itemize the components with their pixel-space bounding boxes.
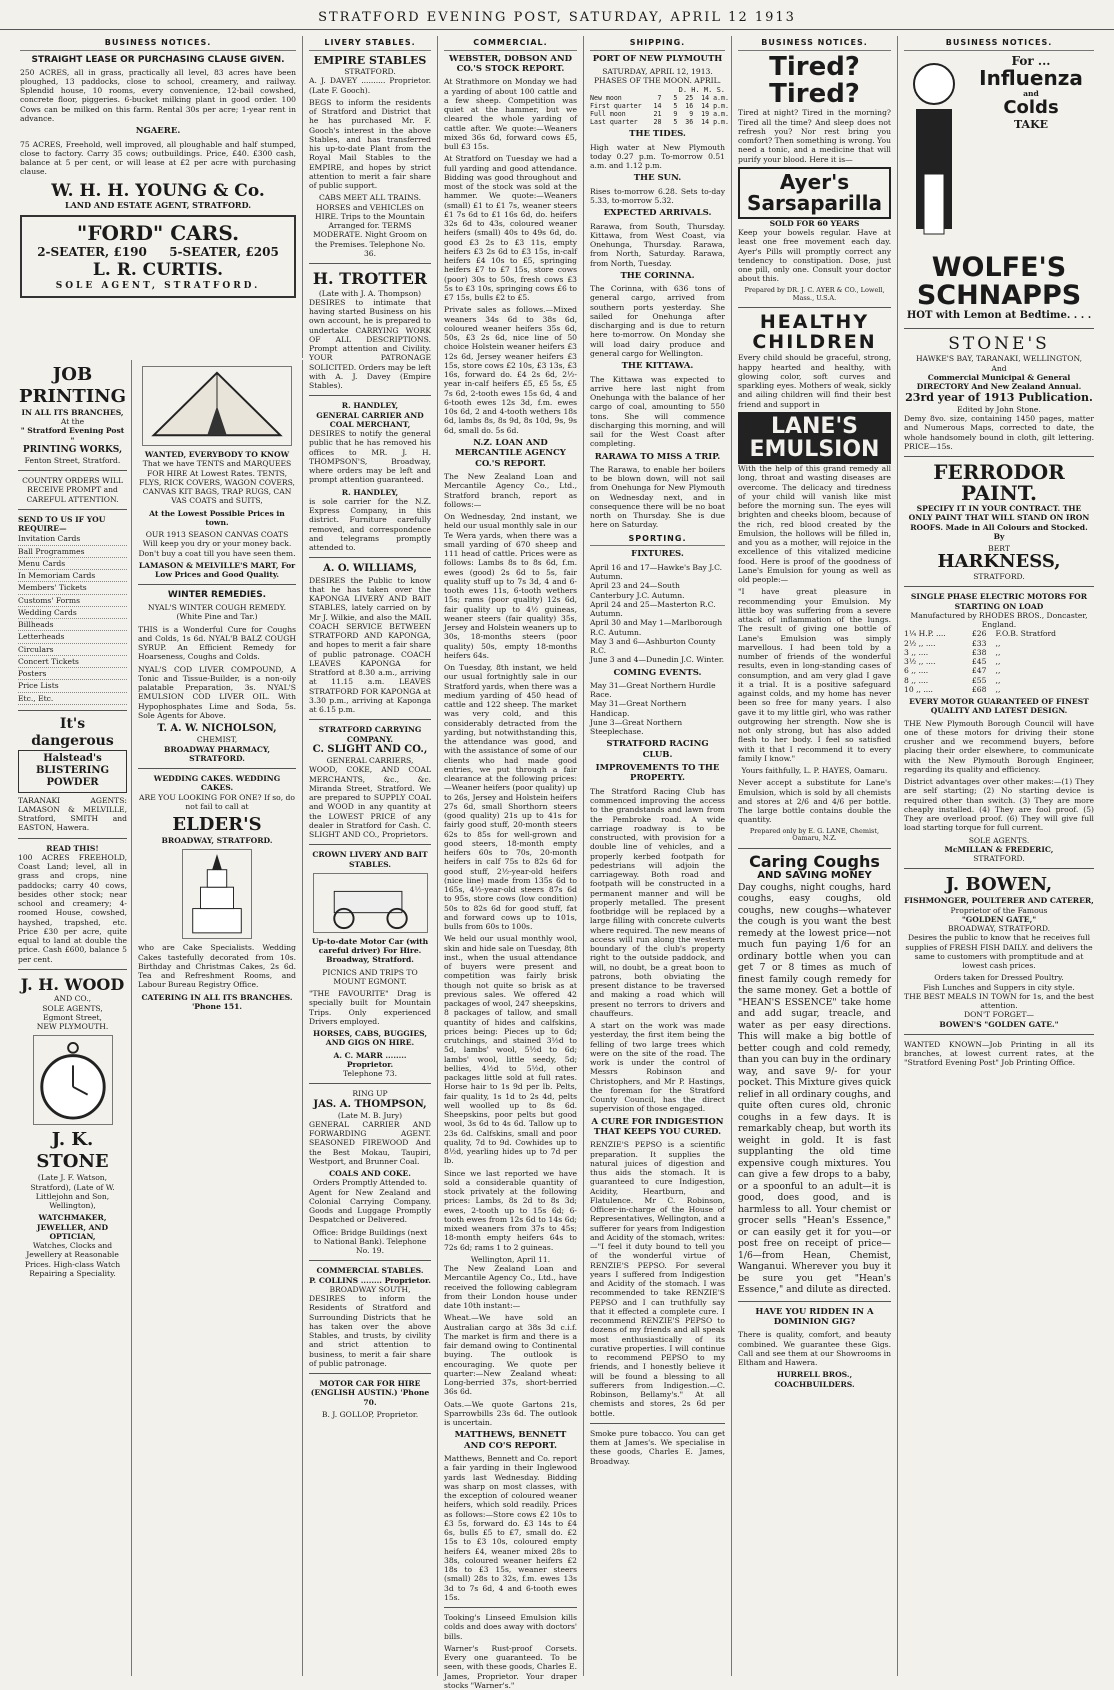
motor-terms: ,, bbox=[995, 666, 1001, 676]
healthy-text: Every child should be graceful, strong, happy hearted and healthy, with glowing color, soft curves and sparkling eyes. Mothers of weak, sickly and ailing children will find their best friend and support in bbox=[738, 353, 891, 409]
ayers-prep: Prepared by DR. J. C. AYER & CO., Lowell, Mass., U.S.A. bbox=[744, 285, 885, 302]
ngaere-heading: NGAERE. bbox=[135, 126, 181, 137]
stone-sub: HAWKE'S BAY, TARANAKI, WELLINGTON, bbox=[915, 354, 1083, 364]
wedding-heading: WEDDING CAKES. WEDDING CAKES. bbox=[153, 774, 281, 793]
commercial-p10: Wheat.—We have sold an Australian cargo at 38s 3d c.i.f. The market is firm and there is a fair demand owing to Continental buying. The outlook is encouraging. We quote per quarter:—New Zealand wheat: Long-berried 37s, short-berried 36s 6d. bbox=[444, 1313, 577, 1397]
collins-text: DESIRES to inform the Residents of Stratford and Surrounding Districts that he has taken over the above Stables, and trusts, by civility and strict attention to business, to merit a fair share of public patronage. bbox=[309, 1294, 431, 1368]
job-line-3: IN ALL ITS BRANCHES, bbox=[21, 407, 124, 417]
motor-hire: Up-to-date Motor Car (with careful driver) For Hire. Broadway, Stratford. bbox=[311, 936, 429, 965]
motor-terms: ,, bbox=[995, 638, 1001, 648]
commercial-p5: On Wednesday, 2nd instant, we held our usual monthly sale in our Te Wera yards, when there was a small yarding of 670 sheep and 111 head of cattle. Prices were as follows: Lambs 8s to 8s 6d, f.m. ewes (good) 2s 6d to 5s, fair quality stuff up to 7s 3d, 4 and 6-tooth ewes 11s, 6-tooth wethers 15s; rams (poor quality) 12s 6d, fair quality up to 4½ guineas, weaner steers (fair quality) 35s, Jersey and Holstein weaners up to 30s, 18-months steers (poor quality) 50s, empty 18-months heifers 64s. bbox=[444, 512, 577, 660]
orders-label: Orders Promptly Attended to. bbox=[312, 1178, 428, 1188]
hurrell-name: HURRELL BROS., bbox=[776, 1370, 853, 1380]
elder-text: who are Cake Specialists. Wedding Cakes tastefully decorated from 10s. Birthday and Christmas Cakes, 2s 6d. Tea and Refreshment Rooms, and Labour Bureau Registry Office. bbox=[138, 943, 296, 990]
tides-heading: THE TIDES. bbox=[629, 129, 686, 140]
thompson-sub: (Late M. B. Jury) bbox=[337, 1110, 403, 1120]
ford-agent: L. R. CURTIS. bbox=[92, 260, 224, 281]
moon-row: First quarter 14 5 16 14 p.m. bbox=[590, 102, 729, 111]
ford-title: "FORD" CARS. bbox=[76, 221, 240, 246]
nyal-2: THIS is a Wonderful Cure for Coughs and Colds, 1s 6d. NYAL'B BALZ COUGH SYRUP. An Efficient Remedy for Hoarseness, Coughs and Colds. bbox=[138, 624, 296, 662]
list-item: In Memoriam Cards bbox=[18, 570, 127, 582]
wood-name: J. H. WOOD bbox=[20, 974, 125, 994]
collins-name: P. COLLINS ........ Proprietor. bbox=[309, 1275, 431, 1285]
wood-sub: AND CO., bbox=[53, 994, 92, 1004]
handley-sub: GENERAL CARRIER AND COAL MERCHANT, bbox=[316, 410, 424, 429]
motor-price: £26 bbox=[971, 629, 987, 639]
ring-up: RING UP bbox=[352, 1089, 388, 1099]
column-ads-remedies bbox=[732, 36, 898, 1676]
table-row bbox=[904, 629, 1094, 638]
thompson-name: JAS. A. THOMPSON, bbox=[313, 1098, 427, 1110]
column-commercial bbox=[438, 36, 584, 1690]
for-label: For ... bbox=[1011, 53, 1051, 68]
fixture-item: April 16 and 17—Hawke's Bay J.C. Autumn. bbox=[590, 562, 723, 582]
job-line-4: At the bbox=[60, 417, 85, 427]
column-shipping bbox=[584, 36, 732, 1676]
bowen-trade: FISHMONGER, POULTERER AND CATERER, bbox=[904, 896, 1094, 906]
lanes-title: LANE'S EMULSION bbox=[738, 412, 891, 464]
pocket-watch-icon bbox=[33, 1035, 113, 1125]
ngaere-text: 75 ACRES, Freehold, well improved, all ploughable and half stumped, close to factory. Carry 35 cows; outbuildings. Price, £40. £300 cash, balance at 5 per cent, or will lease at £2 per acre with purchasing clause. bbox=[20, 139, 296, 177]
moon-table bbox=[590, 94, 729, 127]
dangerous-heading: It's dangerous bbox=[31, 715, 114, 749]
caring-heading: Caring Coughs bbox=[749, 852, 880, 872]
tents-text: That we have TENTS and MARQUEES FOR HIRE At Lowest Rates. TENTS, FLYS, RICK COVERS, WAGON COVERS, CANVAS KIT BAGS, TRAP RUGS, CAN VAS COATS and SUITS, bbox=[139, 459, 295, 506]
empire-town: STRATFORD. bbox=[344, 67, 396, 77]
motor-hp: 1¼ H.P. .... bbox=[904, 629, 946, 639]
moon-row: Last quarter 28 5 36 14 p.m. bbox=[590, 118, 729, 127]
edited-by: Edited by John Stone. bbox=[957, 404, 1041, 414]
wood-town: NEW PLYMOUTH. bbox=[36, 1022, 109, 1032]
motor-price: £68 bbox=[971, 684, 987, 694]
stone-and: And bbox=[991, 363, 1007, 373]
improve-text: The Stratford Racing Club has commenced improving the access to the grandstands and lawn from the Pembroke road. A wide carriage roadway is to be constructed, with provision for a double line of vehicles, and a properly kerbed footpath for pedestrians will adjoin the carriageway. Both road and footpath will be constructed in a permanent manner and will be properly metalled. The present footbridge will be replaced by a large filling with concrete culverts where required. The new means of access will run along the western boundary of the club's property right to the outside paddock, and will, no doubt, be a great boon to patrons, both obviating the present distance to be traversed and making a road which will present no terrors to drivers and chauffeurs. bbox=[590, 786, 725, 1018]
smoke-text: Smoke pure tobacco. You can get them at James's. We specialise in these goods, Charles E. James, Broadway. bbox=[590, 1428, 725, 1466]
picnics: PICNICS AND TRIPS TO MOUNT EGMONT. bbox=[322, 967, 418, 986]
lanes-accept: Never accept a substitute for Lane's Emulsion, which is sold by all chemists and stores at 2/6 and 4/6 per bottle. The large bottle contains double the quantity. bbox=[738, 778, 891, 825]
office-text: Office: Bridge Buildings (next to National Bank). Telephone No. 19. bbox=[312, 1227, 428, 1256]
tired-heading: Tired? Tired? bbox=[769, 51, 860, 110]
sun-heading: THE SUN. bbox=[633, 173, 682, 184]
list-item: Etc., Etc. bbox=[18, 693, 127, 705]
lowest-text: At the Lowest Possible Prices in town. bbox=[149, 508, 285, 527]
column-job-printing bbox=[14, 360, 132, 1676]
directory-year: 23rd year of 1913 Publication. bbox=[905, 391, 1093, 405]
motor-hp: 6 ,, .... bbox=[904, 666, 929, 676]
empire-title: EMPIRE STABLES bbox=[313, 53, 427, 67]
motor-price: £47 bbox=[971, 666, 987, 676]
coachbuilders: COACHBUILDERS. bbox=[774, 1379, 855, 1389]
influenza-label: Influenza bbox=[979, 66, 1083, 91]
halstead-ad: Halstead's BLISTERING POWDER bbox=[18, 750, 127, 793]
motor-hp: 3½ ,, .... bbox=[904, 657, 936, 667]
wellington-date: Wellington, April 11. bbox=[470, 1254, 551, 1264]
tides-text: High water at New Plymouth today 0.27 p.m. To-morrow 0.51 a.m. and 1.12 p.m. bbox=[590, 142, 725, 171]
single-phase: SINGLE PHASE ELECTRIC MOTORS FOR STARTING ON LOAD bbox=[910, 592, 1088, 611]
coming-item: May 31—Great Northern Hurdle Race. bbox=[590, 680, 716, 700]
ayers-sold: SOLD FOR 60 YEARS bbox=[769, 218, 860, 228]
nicholson-name: T. A. W. NICHOLSON, bbox=[157, 723, 277, 735]
motor-terms: ,, bbox=[995, 684, 1001, 694]
bowen-broadway: BROADWAY, STRATFORD. bbox=[947, 924, 1051, 934]
collins-address: BROADWAY SOUTH, bbox=[329, 1284, 411, 1294]
matthews-heading: MATTHEWS, BENNETT AND CO'S REPORT. bbox=[454, 1430, 567, 1451]
stone-directory-title: STONE'S bbox=[948, 333, 1050, 354]
tent-illustration-icon bbox=[142, 366, 292, 446]
masthead: STRATFORD EVENING POST, SATURDAY, APRIL 12 1913 bbox=[0, 0, 1114, 30]
fixture-item: May 3 and 6—Ashburton County R.C. bbox=[590, 636, 716, 656]
thompson-text: GENERAL CARRIER AND FORWARDING AGENT. SEASONED FIREWOOD And the Best Mokau, Taupiri, Westport, and Brunner Coal. bbox=[309, 1119, 431, 1166]
caring-text: Day coughs, night coughs, hard coughs, easy coughs, old coughs, new coughs—whatever the cough is you want the best remedy at the lowest price—not much fun paying 1/6 for an ordinary bottle when you can get 7 or 8 times as much of finest family cough remedy for the same money. Get a bottle of "HEAN'S ESSENCE" take home and add sugar, treacle, and water as per easy directions. This will make a big bottle of better cough and cold remedy, than you can buy in the ordinary way, and save 9/- for your pocket. This Mixture gives quick relief in all ordinary coughs, and quite often cures old, chronic coughs in a few days. It is remarkably cheap, but worth its weight in gold. It is fast supplanting the old time expensive cough mixtures. You can give a few drops to a baby, or a spoonful to an adult—it is good, does good, and is harmless to all. Your chemist or grocer sells "Hean's Essence," or can easily get it for you—or post free on receipt of price—1/6—from Hean, Chemist, Wanganui. Wherever you buy it be sure you get "Hean's Essence," and dilute as directed. bbox=[738, 881, 891, 1296]
commercial-stables: COMMERCIAL STABLES. bbox=[316, 1266, 424, 1276]
list-item: Billheads bbox=[18, 619, 127, 631]
read-this: READ THIS! bbox=[46, 843, 99, 853]
job-heading-2: PRINTING bbox=[18, 385, 126, 407]
commercial-p2: At Stratford on Tuesday we had a full yarding and good attendance. Bidding was good throughout and most of the stock was sold at the hammer. We quote:—Weaners (small) £1 to £1 7s, weaner steers £1 7s 6d to £1 16s 6d, do. heifers 32s 6d to 43s, coloured weaner heifers (small) 40s to 49s 6d, do. good £3 2s to £3 11s, empty heifers £3 2s 6d to £3 15s, in-calf heifers £4 10s to £5, springing heifers £7 to £7 15s, store cows (poor) 30s to 50s, fresh cows £3 5s to £3 10s, springing cows £6 to £7 15s, bulls £2 to £5. bbox=[444, 154, 577, 303]
demy-text: Demy 8vo. size, containing 1450 pages, matter and Numerous Maps, corrected to date, the whole handsomely bound in cloth, gilt lettering. PRICE—15s. bbox=[904, 414, 1094, 451]
expected-heading: EXPECTED ARRIVALS. bbox=[603, 208, 712, 219]
handley-text: DESIRES to notify the general public that he has removed his offices to MR. J. H. THOMPSON'S, Broadway, where orders may be left and prompt attention guaranteed. bbox=[309, 429, 431, 485]
stone-trade: WATCHMAKER, JEWELLER, AND OPTICIAN, bbox=[36, 1213, 109, 1241]
wanted-heading: WANTED, EVERYBODY TO KNOW bbox=[144, 450, 290, 459]
ford-2-seater: 2-SEATER, £190 bbox=[37, 245, 147, 260]
nyal-1: NYAL'S WINTER COUGH REMEDY. (White Pine and Tar.) bbox=[147, 603, 287, 622]
cabs-text: CABS MEET ALL TRAINS. HORSES and VEHICLES on HIRE. Trips to the Mountain Arranged for. TERMS MODERATE. Night Groom on the Premises. Telephone No. 36. bbox=[312, 193, 428, 258]
job-line-5: " Stratford Evening Post " bbox=[20, 426, 125, 445]
colds-label: Colds bbox=[1003, 96, 1059, 118]
section-heading: SHIPPING. bbox=[590, 38, 725, 51]
williams-name: A. O. WILLIAMS, bbox=[323, 563, 417, 575]
davey-text: BEGS to inform the residents of Stratford and District that he has purchased Mr. F. Gooch's interest in the above Stables, and has transferred his up-to-date Plant from the Royal Mail Stables to the EMPIRE, and hopes by strict attention to merit a fair share of public support. bbox=[309, 97, 431, 191]
stone-sub: (Late J. F. Watson, Stratford), (Late of W. Littlejohn and Son, Wellington), bbox=[30, 1173, 115, 1211]
coming-item: May 31—Great Northern Handicap. bbox=[590, 699, 687, 718]
column-tents-remedies bbox=[132, 360, 303, 1676]
slight-name: C. SLIGHT AND CO., bbox=[312, 743, 428, 755]
saving-heading: AND SAVING MONEY bbox=[757, 870, 872, 882]
rarawa-text: The Rarawa, to enable her boilers to be blown down, will not sail from Onehunga for New Plymouth on Wednesday next, and in consequence there will be no boat north on Thursday. She is due here on Saturday. bbox=[590, 464, 725, 530]
poultry-text: Orders taken for Dressed Poultry. bbox=[934, 973, 1064, 983]
cure-text: RENZIE'S PEPSO is a scientific preparation. It supplies the natural juices of digestion and thus aids the stomach. It is guaranteed to cure Indigestion, Acidity, Heartburn, and Flatulence. Mr C. Robinson, Officer-in-charge of the House of Representatives, Wellington, and a sufferer for years from Indigestion and Acidity of the stomach, writes:—"I feel it duty bound to tell you of the wonderful virtue of RENZIE'S PEPSO. For several years I suffered from Indigestion and Acidity of the stomach. I was recommended to take RENZIE'S PEPSO and I can truthfully say that it effected a complete cure. I recommend RENZIE'S PEPSO to dozens of my friends and all speak most enthusiastically of its curative properties. I will continue to recommend PEPSO to my friends, and I honestly believe it will be found a blessing to all sufferers from Indigestion.—C. Robinson, Bellamy's." At all chemists and stores, 2s 6d per bottle. bbox=[590, 1140, 725, 1418]
tired-text: Tired at night? Tired in the morning? Tired all the time? And sleep does not refresh you? Nor rest bring you comfort? Then something is wrong. You need a tonic, and a medicine that will purify your blood. Here it is— bbox=[738, 108, 891, 164]
motor-terms: F.O.B. Stratford bbox=[995, 629, 1056, 639]
commercial-p8: Since we last reported we have sold a considerable quantity of stock privately at the following prices: Lambs, 8s 2d to 8s 3d; ewes, 2-tooth up to 15s 6d; 6-tooth ewes from 12s 6d to 14s 6d; mixed weaners from 37s to 45s; 18-month empty heifers 64s to 72s 6d; rams 1 to 2 guineas. bbox=[444, 1168, 577, 1252]
suppers-text: Fish Lunches and Suppers in city style. bbox=[923, 982, 1075, 992]
section-heading: BUSINESS NOTICES. bbox=[904, 38, 1094, 51]
ferrodor-title: FERRODOR PAINT. bbox=[933, 460, 1065, 506]
advantages-text: District advantages over other makes:—(1) They are self starting; (2) No starting device is required other than switch. (3) They are more cheaply installed. (4) They are fool proof. (5) They are overload proof. (6) They will give full load starting torque for full current. bbox=[904, 777, 1094, 833]
cake-question: ARE YOU LOOKING FOR ONE? If so, do not fail to call at bbox=[139, 792, 295, 811]
catering: CATERING IN ALL ITS BRANCHES. 'Phone 151. bbox=[141, 992, 293, 1011]
wood-sole: SOLE AGENTS, bbox=[42, 1003, 103, 1013]
coming-item: June 3—Great Northern Steeplechase. bbox=[590, 717, 683, 737]
lamason-mart: LAMASON & MELVILLE'S MART, For Low Prices and Good Quality. bbox=[138, 560, 296, 579]
ford-5-seater: 5-SEATER, £205 bbox=[169, 245, 279, 260]
season-text: OUR 1913 SEASON CANVAS COATS Will keep you dry or your money back. Don't buy a coat till you have seen them. bbox=[138, 530, 296, 558]
column-livery-stables bbox=[303, 36, 438, 1676]
nzloan-heading: N.Z. LOAN AND MERCANTILE AGENCY CO.'S REPORT. bbox=[455, 437, 566, 469]
harkness-name: HARKNESS, bbox=[937, 551, 1061, 573]
ayers-title: Ayer's Sarsaparilla bbox=[738, 167, 891, 219]
bowen-text: Desires the public to know that he receives full supplies of FRESH FISH DAILY. and delivers the same to customers with promptitude and at lowest cash prices. bbox=[905, 933, 1093, 971]
table-row bbox=[904, 666, 1094, 675]
coals-coke: COALS AND COKE. bbox=[329, 1169, 411, 1179]
marr-name: A. C. MARR ........ Proprietor. bbox=[333, 1050, 407, 1069]
trotter-text: DESIRES to intimate that having started Business on his own account, he is prepared to undertake CARRYING WORK OF ALL DESCRIPTIONS. Prompt attention and Civility. YOUR PATRONAGE SOLICITED. Orders may be left with A. J. Davey (Empire Stables). bbox=[309, 297, 431, 391]
list-item: Ball Programmes bbox=[18, 546, 127, 558]
davey: A. J. DAVEY .......... Proprietor. (Late F. Gooch). bbox=[309, 76, 431, 95]
dominion-text: There is quality, comfort, and beauty combined. We guarantee these Gigs. Call and see them at our Showrooms in Eltham and Hawera. bbox=[738, 1330, 891, 1368]
list-item: Price Lists bbox=[18, 680, 127, 692]
fixture-item: April 30 and May 1—Marlborough R.C. Autumn. bbox=[590, 618, 723, 637]
job-list bbox=[18, 533, 127, 705]
directory-text: Commercial Municipal & General DIRECTORY And New Zealand Annual. bbox=[916, 372, 1082, 392]
phases-heading: PHASES OF THE MOON. APRIL. bbox=[593, 76, 722, 86]
list-item: Posters bbox=[18, 668, 127, 680]
job-line-7: Fenton Street, Stratford. bbox=[24, 455, 121, 465]
table-row bbox=[904, 657, 1094, 666]
bowen-name: J. BOWEN, bbox=[945, 874, 1053, 896]
list-item: Invitation Cards bbox=[18, 533, 127, 545]
job-line-6: PRINTING WORKS, bbox=[22, 444, 123, 455]
agent-name: W. H. H. YOUNG & Co. bbox=[51, 180, 265, 201]
winter-heading: WINTER REMEDIES. bbox=[167, 590, 267, 601]
marr-tel: Telephone 73. bbox=[342, 1069, 398, 1079]
commercial-p1: At Strathmore on Monday we had a yarding of about 100 cattle and a few sheep. Competition was quiet at the hammer, but we cleared the whole yarding of cattle after. We quote:—Weaners mixed 36s 6d, forward cows £5, bull £3 15s. bbox=[444, 77, 577, 152]
commercial-p12: Matthews, Bennett and Co. report a fair yarding in their Inglewood yards last Wednesday. Bidding was sharp on most classes, with the exception of coloured weaner heifers, which sold readily. Prices as follows:—Store cows £2 10s to £3 5s, forward do. £3 14s to £4 6s, bulls £5 to £7, small do. £2 15s to £3 10s, coloured empty heifers £4, weaner mixed 28s to 38s, coloured weaner heifers £2 18s to £3 15s, weaner steers (small) 28s to 32s, f.m. ewes 13s 3d to 7s 6d, 4 and 6-tooth ewes 15s. bbox=[444, 1454, 577, 1602]
section-heading: BUSINESS NOTICES. bbox=[20, 38, 296, 51]
table-row bbox=[904, 648, 1094, 657]
nyal-3: NYAL'S COD LIVER COMPOUND, A Tonic and Tissue-Builder, is a non-oily palatable Preparation, 3s. NYAL'S EMULSION COD LIVER OIL. With Hypophosphates Lime and Soda, 5s. Sole Agents for Above. bbox=[138, 664, 296, 720]
fixture-item: April 23 and 24—South Canterbury J.C. Autumn. bbox=[590, 581, 685, 600]
column-business-notices-2 bbox=[898, 36, 1100, 1676]
ford-sole: SOLE AGENT, STRATFORD. bbox=[55, 280, 261, 291]
motor-price-table bbox=[904, 629, 1094, 694]
fixtures-heading: FIXTURES. bbox=[631, 549, 684, 560]
hot-lemon: HOT with Lemon at Bedtime. . . . bbox=[906, 310, 1092, 322]
moon-row: New moon 7 5 25 14 a.m. bbox=[590, 94, 729, 103]
motor-terms: ,, bbox=[995, 675, 1001, 685]
taranaki-agents: TARANAKI AGENTS: LAMASON & MELVILLE, Stratford, SMITH and EASTON, Hawera. bbox=[18, 795, 127, 833]
moon-header: D. H. M. S. bbox=[678, 85, 725, 94]
arrivals-text: Rarawa, from South, Thursday. Kittawa, from West Coast, via Onehunga, Thursday. Rarawa, from North, Saturday. Rarawa, from North, Tuesday. bbox=[590, 221, 725, 268]
sporting-heading: SPORTING. bbox=[590, 534, 725, 547]
fixture-item: April 24 and 25—Masterton R.C. Autumn. bbox=[590, 599, 716, 619]
improve-heading: IMPROVEMENTS TO THE PROPERTY. bbox=[595, 763, 720, 784]
job-heading-1: JOB bbox=[52, 364, 93, 385]
rhodes-text: Manufactured by RHODES BROS., Doncaster, England. bbox=[910, 610, 1088, 630]
section-heading: COMMERCIAL. bbox=[444, 38, 577, 51]
job-line-8: COUNTRY ORDERS WILL RECEIVE PROMPT and CAREFUL ATTENTION. bbox=[22, 476, 123, 504]
section-heading: LIVERY STABLES. bbox=[309, 38, 431, 51]
lanes-prep: Prepared only by E. G. LANE, Chemist, Oamaru, N.Z. bbox=[749, 826, 880, 843]
motor-car-icon bbox=[313, 873, 428, 933]
wanted-known: WANTED KNOWN—Job Printing in all its branches, at lowest current rates, at the "Stratford Evening Post" Job Printing Office. bbox=[904, 1039, 1094, 1068]
freehold-text: 100 ACRES FREEHOLD, Coast Land; level, all in grass and crops, nine paddocks; carry 40 cows, besides other stock; near school and creamery; 4-roomed House, cowshed, hayshed, trapshed, etc. Price £30 per acre, quite equal to land at double the price. Cash £600, balance 5 per cent. bbox=[18, 852, 127, 964]
table-row bbox=[904, 676, 1094, 685]
commercial-p14: Warner's Rust-proof Corsets. Every one guaranteed. To be seen, with these goods, Charles E. James, Proprietor. Your draper stocks "Warner's." bbox=[444, 1643, 577, 1690]
job-line-9: SEND TO US IF YOU REQUIRE— bbox=[18, 514, 106, 534]
column-business-notices bbox=[14, 36, 303, 358]
list-item: Customs' Forms bbox=[18, 595, 127, 607]
list-item: Members' Tickets bbox=[18, 582, 127, 594]
motor-price: £45 bbox=[971, 657, 987, 667]
list-item: Wedding Cards bbox=[18, 607, 127, 619]
stone-name: J. K. STONE bbox=[36, 1129, 109, 1173]
dominion-heading: HAVE YOU RIDDEN IN A DOMINION GIG? bbox=[755, 1306, 874, 1327]
stone-text: Watches, Clocks and Jewellery at Reasonable Prices. High-class Watch Repairing a Speciality. bbox=[24, 1241, 121, 1278]
slight-sub: GENERAL CARRIERS, bbox=[326, 756, 414, 766]
trotter-sub: (Late with J. A. Thompson) bbox=[318, 288, 422, 298]
webster-heading: WEBSTER, DOBSON AND CO.'S STOCK REPORT. bbox=[448, 53, 573, 75]
corinna-text: The Corinna, with 636 tons of general cargo, arrived from southern ports yesterday. She sailed for Onehunga after discharging and is due to return here to-morrow. On Monday she will load dairy produce and general cargo for Wellington. bbox=[590, 284, 725, 358]
kittawa-heading: THE KITTAWA. bbox=[621, 361, 694, 372]
elder-name: ELDER'S bbox=[172, 814, 262, 836]
take-label: TAKE bbox=[1013, 117, 1049, 131]
bowens-golden-gate: BOWEN'S "GOLDEN GATE." bbox=[939, 1019, 1059, 1029]
corinna-heading: THE CORINNA. bbox=[620, 270, 695, 281]
wolfe-title: WOLFE'S SCHNAPPS bbox=[916, 251, 1082, 312]
agent-subtitle: LAND AND ESTATE AGENT, STRATFORD. bbox=[64, 200, 252, 211]
agent-text: Agent for New Zealand and Colonial Carrying Company. Goods and Luggage Promptly Despatched or Delivered. bbox=[309, 1187, 431, 1225]
handley-name: R. HANDLEY, bbox=[341, 401, 399, 411]
bowen-prop: Proprietor of the Famous bbox=[950, 905, 1048, 915]
coming-list bbox=[590, 681, 725, 737]
lanes-text: With the help of this grand remedy all long, throat and wasting diseases are overcome. The delicacy and tiredness of your child will vanish like mist before the morning sun. The eyes will brighten and cheeks bloom, because of the rich, red blood created by the Emulsion, the hollows will be filled in, and you as a mother, will rejoice in the excellence of this vitalized medicine food. Here is proof of the goodness of Lane's Emulsion for young as well as old people:— bbox=[738, 464, 891, 584]
dont-forget: DON'T FORGET— bbox=[963, 1010, 1034, 1020]
list-item: Circulars bbox=[18, 644, 127, 656]
handley2-text: is sole carrier for the N.Z. Express Company, in this district. Furniture carefully removed, and correspondence and telegrams promptly attended to. bbox=[309, 496, 431, 553]
healthy-heading: HEALTHY CHILDREN bbox=[752, 311, 877, 354]
commercial-p7: We held our usual monthly wool, skin and hide sale on Tuesday, 8th inst., when the usual attendance of buyers were present and competition was fairly brisk though not quite so brisk as at previous sales. We offered 42 packages of wool, 247 sheepskins, 8 packages of tallow, and small quantity of hides and calfskins, prices being: Pieces up to 6d; crutchings, and stained 3½d to 5d, lambs' wool, 5½d to 6d; lambs' wool, little seedy, 5d; bellies, 4½d to 5½d, other packages little sold at full rates. Horse hair to 1s 9d per lb. Pelts, fair quality, 1s 1d to 2s 4d, pelts well woolled up to 8s 6d. Sheepskins, poor pelts but good wool, 3s 6d to 4s 6d. Tallow up to 23s 6d. Calfskins, small and poor quality, 7d to 9d. Cowhides up to 8½d, yearling hides up to 7d per lb. bbox=[444, 934, 577, 1166]
list-item: Letterheads bbox=[18, 631, 127, 643]
list-item: Menu Cards bbox=[18, 558, 127, 570]
ford-ad bbox=[20, 215, 296, 298]
commercial-p13: Tooking's Linseed Emulsion kills colds and does away with doctors' bills. bbox=[444, 1613, 577, 1641]
slight-text: WOOD, COKE, AND COAL MERCHANTS, &c., &c. Miranda Street, Stratford. We are prepared to SUPPLY COAL and WOOD in any quantity at the LOWEST PRICE of any dealer in Stratford for Cash. C. SLIGHT AND CO., Proprietors. bbox=[309, 765, 431, 840]
section-heading: BUSINESS NOTICES. bbox=[738, 38, 891, 51]
port-heading: PORT OF NEW PLYMOUTH bbox=[592, 53, 723, 64]
williams-text: DESIRES the Public to know that he has taken over the KAPONGA LIVERY AND BAIT STABLES, lately carried on by Mr J. Wilkie, and also the MAIL COACH SERVICE BETWEEN STRATFORD AND KAPONGA, and hopes to merit a fair share of public patronage. COACH LEAVES KAPONGA for Stratford at 8.30 a.m., arriving at 11.15 a.m. LEAVES STRATFORD FOR KAPONGA at 3.30 p.m., arriving at Kaponga at 6.15 p.m. bbox=[309, 575, 431, 715]
wood-street: Egmont Street, bbox=[43, 1012, 102, 1022]
list-item: Concert Tickets bbox=[18, 656, 127, 668]
motor-terms: ,, bbox=[995, 657, 1001, 667]
gollop-name: B. J. GOLLOP, Proprietor. bbox=[321, 1409, 419, 1419]
carrying-heading: STRATFORD CARRYING COMPANY. bbox=[318, 725, 422, 744]
sun-text: Rises to-morrow 6.28. Sets to-day 5.33, to-morrow 5.32. bbox=[590, 186, 725, 205]
commercial-p4: The New Zealand Loan and Mercantile Agency Co., Ltd., Stratford branch, report as follows:— bbox=[444, 472, 577, 509]
lanes-quote: "I have great pleasure in recommending your Emulsion. My little boy was suffering from a severe attack of inflammation of the lungs. The result of giving one bottle of Lane's Emulsion was simply marvellous. I had been told by a number of friends of the wonderful results, even in long-standing cases of consumption, and am very glad I gave it a trial. It is a positive safeguard against colds, and my home has never been so free for many years. I also gave it to my little girl, who was rather outgrowing her strength. Now she is not only strong, but has also added flesh to her body. I feel so satisfied with it that I recommend it to every family I know." bbox=[738, 587, 891, 763]
rarawa-heading: RARAWA TO MISS A TRIP. bbox=[594, 451, 721, 462]
golden-gate: "GOLDEN GATE," bbox=[961, 914, 1037, 924]
crown-heading: CROWN LIVERY AND BAIT STABLES. bbox=[312, 850, 428, 869]
fixtures-list bbox=[590, 563, 725, 665]
cure-heading: A CURE FOR INDIGESTION THAT KEEPS YOU CURED. bbox=[591, 1116, 724, 1137]
and-label: and bbox=[1023, 89, 1039, 99]
favourite: "THE FAVOURITE" Drag is specially built for Mountain Trips. Only experienced Drivers employed. bbox=[309, 989, 431, 1026]
chemist-label: CHEMIST, bbox=[196, 735, 238, 745]
motor-price: £33 bbox=[971, 638, 987, 648]
fixture-item: June 3 and 4—Dunedin J.C. Winter. bbox=[590, 655, 725, 665]
coming-heading: COMING EVENTS. bbox=[613, 667, 702, 678]
elder-address: BROADWAY, STRATFORD. bbox=[161, 836, 273, 846]
table-row bbox=[904, 685, 1094, 694]
shipping-date: SATURDAY, APRIL 12, 1913. bbox=[602, 67, 713, 77]
mcmillan-town: STRATFORD. bbox=[973, 854, 1025, 864]
trotter-name: H. TROTTER bbox=[312, 269, 428, 289]
bert-label: BERT bbox=[988, 544, 1010, 554]
horses-hire: HORSES, CABS, BUGGIES, AND GIGS ON HIRE. bbox=[313, 1029, 427, 1048]
wedding-cake-icon bbox=[182, 849, 252, 939]
motor-terms: ,, bbox=[995, 647, 1001, 657]
commercial-p9: The New Zealand Loan and Mercantile Agency Co., Ltd., have received the following cablegram from their London house under date 10th instant:— bbox=[444, 1264, 577, 1311]
motor-car-hire: MOTOR CAR FOR HIRE (ENGLISH AUSTIN.) 'Phone 70. bbox=[310, 1379, 430, 1407]
sole-agents: SOLE AGENTS. bbox=[968, 835, 1030, 845]
kittawa-text: The Kittawa was expected to arrive here last night from Onehunga with the balance of her cargo of coal, amounting to 550 tons. She will commence discharging this morning, and will sail for the West Coast after completing. bbox=[590, 374, 725, 449]
commercial-p3: Private sales as follows.—Mixed weaners 34s 6d to 38s 6d, coloured weaner heifers 35s 6d, 50s, £3 2s 6d, nice line of 50 choice Holstein weaner heifers £3 12s 6d, Jersey weaner heifers £3 15s, store cows £2 10s, £3 13s, £3 16s, forward do. £4 2s 6d, 2½-year in-calf heifers £5, £5 5s, £5 7s 6d, 2-tooth ewes 15s 6d, 4 and 6-tooth ewes 12s 3d, f.m. ewes 10s 6d, 2 and 4-tooth wethers 18s 6d, lambs 8s, 8s 9d, 8s 10d, 9s, 9s 6d, small do. 5s 6d. bbox=[444, 305, 577, 435]
moon-row: Full moon 21 9 9 19 a.m. bbox=[590, 110, 729, 119]
motor-hp: 3 ,, .... bbox=[904, 647, 929, 657]
best-meals: THE BEST MEALS IN TOWN for 1s, and the best attention. bbox=[904, 991, 1094, 1011]
handley2-name: R. HANDLEY, bbox=[341, 487, 399, 497]
motor-hp: 10 ,, .... bbox=[904, 684, 933, 694]
man-with-bottle-icon bbox=[904, 54, 964, 254]
ayers-text: Keep your bowels regular. Have at least one free movement each day. Ayer's Pills will promptly correct any tendency to constipation. Dose, just one pill, only one. Consult your doctor about this. bbox=[738, 228, 891, 284]
improve-text-2: A start on the work was made yesterday, the first item being the felling of two large trees which were on the site of the road. The work is under the control of Messrs Robinson and Christophers, and Mr P. Hastings, the foreman for the Stratford County Council, has the direct supervision of those engaged. bbox=[590, 1021, 725, 1114]
mcmillan-name: McMILLAN & FREDERIC, bbox=[944, 844, 1054, 854]
commercial-p11: Oats.—We quote Gartons 21s, Sparrowbills 23s 6d. The outlook is uncertain. bbox=[444, 1399, 577, 1428]
specify-text: SPECIFY IT IN YOUR CONTRACT. THE ONLY PAINT THAT WILL STAND ON IRON ROOFS. Made in All Colours and Stocked. By bbox=[908, 504, 1090, 541]
motor-hp: 2½ ,, .... bbox=[904, 638, 936, 648]
lease-heading: STRAIGHT LEASE OR PURCHASING CLAUSE GIVEN. bbox=[31, 54, 285, 65]
harkness-town: STRATFORD. bbox=[973, 572, 1025, 582]
motor-hp: 8 ,, .... bbox=[904, 675, 929, 685]
lease-text: 250 ACRES, all in grass, practically all level, 83 acres have been ploughed, 13 paddocks, close to school, creamery, and railway. Splendid house, 10 rooms, every convenience, 12-bail cowshed, concrete floor, piggeries. 6-bucket milking plant in good order. 100 Cows can be milked on this farm. Rental 30s per acre; 1-year rent in advance. bbox=[20, 67, 296, 123]
commercial-p6: On Tuesday, 8th instant, we held our usual fortnightly sale in our Stratford yards, when there was a medium yarding of 450 head of cattle and 122 sheep. The market was very cold, and this considerably detracted from the yarding, but notwithstanding this, the attendance was good, and with the assistance of some of our clients who had made good entries, we put through a fair clearance at the following prices:—Weaner heifers (poor quality) up to 26s, Jersey and Holstein heifers 27s 6d, small Shorthorn steers (good quality) 21s up to 41s for fairly good stuff, 20-month steers 62s to 85s for well-grown and good steers, 18-month empty heifers 60s to 70s, 20-month heifers in calf 75s to 82s 6d for good stuff, 2½-year-old heifers (nice line) made from 135s 6d to 165s, 4½-year-old steers 87s 6d to 95s, store cows (low condition) 50s to 82s 6d for good stuff, fat and forward cows up to 101s, bulls from 60s to 100s. bbox=[444, 663, 577, 932]
motor-price: £38 bbox=[971, 647, 987, 657]
lanes-signature: Yours faithfully, L. P. HAYES, Oamaru. bbox=[741, 766, 888, 775]
pharmacy-label: BROADWAY PHARMACY, STRATFORD. bbox=[164, 744, 270, 763]
guarantee-text: EVERY MOTOR GUARANTEED OF FINEST QUALITY AND LATEST DESIGN. bbox=[909, 697, 1089, 716]
motors-text: THE New Plymouth Borough Council will have one of these motors for driving their stone crusher and we recommend buyers, before placing their order elsewhere, to communicate with the New Plymouth Borough Engineer, regarding its quality and efficiency. bbox=[904, 718, 1094, 774]
club-heading: STRATFORD RACING CLUB. bbox=[606, 739, 709, 760]
motor-price: £55 bbox=[971, 675, 987, 685]
table-row bbox=[904, 639, 1094, 648]
